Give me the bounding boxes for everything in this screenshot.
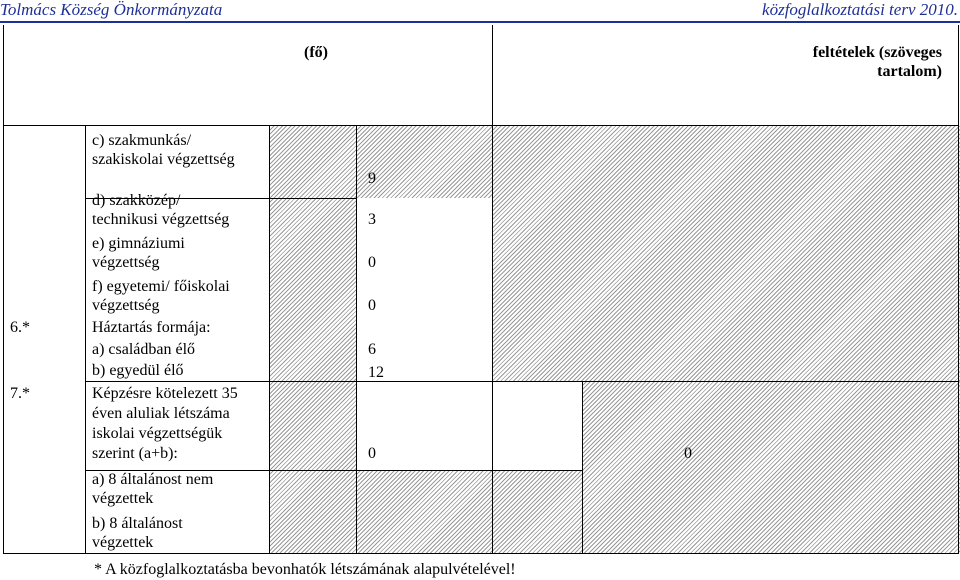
row-label: Háztartás formája:	[92, 319, 211, 336]
row-label: a) 8 általánost nem	[92, 471, 214, 488]
row-label: Képzésre kötelezett 35	[92, 385, 238, 402]
col-header-count: (fő)	[304, 44, 328, 61]
hatched-cell-right	[492, 126, 960, 381]
row-label: szerint (a+b):	[92, 445, 178, 462]
row-label: végzettek	[92, 534, 154, 551]
hatched-cell-col2	[269, 126, 356, 381]
hatched-cell-right-lower	[582, 381, 960, 553]
grid-vline	[269, 126, 270, 553]
grid-vline	[85, 126, 86, 553]
grid-vline	[582, 381, 583, 553]
grid-hline	[3, 553, 959, 554]
row-label: a) családban élő	[92, 341, 196, 358]
row-value: 0	[368, 445, 376, 462]
hatched-cell-col4-lower	[492, 470, 582, 553]
row-value: 3	[368, 211, 376, 228]
row-label: c) szakmunkás/	[92, 132, 192, 149]
row-value: 0	[368, 254, 376, 271]
row-label: végzettség	[92, 254, 160, 271]
row-label: b) egyedül élő	[92, 362, 184, 379]
row-number: 6.*	[10, 319, 30, 336]
row-label: d) szakközép/	[92, 192, 181, 209]
row-number: 7.*	[10, 385, 30, 402]
row-label: végzettek	[92, 490, 154, 507]
row-value: 12	[368, 364, 384, 381]
row-value: 0	[684, 445, 692, 462]
grid-vline	[958, 25, 959, 553]
hatched-cell-c-row	[356, 126, 492, 198]
grid-vline	[356, 126, 357, 553]
row-label: éven aluliak létszáma	[92, 405, 230, 422]
row-label: f) egyetemi/ főiskolai	[92, 278, 230, 295]
row-value: 6	[368, 341, 376, 358]
row-label: szakiskolai végzettség	[92, 151, 235, 168]
hatched-cell-col3-lower	[356, 470, 492, 553]
header-document-title: közfoglalkoztatási terv 2010.	[762, 0, 958, 19]
row-label: iskolai végzettségük	[92, 425, 223, 442]
footnote: * A közfoglalkoztatásba bevonhatók létszámának alapulvételével!	[94, 561, 516, 578]
grid-hline	[85, 381, 959, 382]
grid-vline	[3, 25, 4, 553]
col-header-conditions-2: tartalom)	[877, 63, 942, 80]
row-label: b) 8 általánost	[92, 515, 183, 532]
row-label: e) gimnáziumi	[92, 235, 185, 252]
header-organization: Tolmács Község Önkormányzata	[0, 0, 223, 19]
row-value: 9	[368, 170, 376, 187]
row-label: végzettség	[92, 297, 160, 314]
col-header-conditions-1: feltételek (szöveges	[812, 44, 942, 61]
row-value: 0	[368, 297, 376, 314]
grid-hline	[3, 125, 959, 126]
hatched-cell-col2-lower	[269, 381, 356, 553]
row-label: technikusi végzettség	[92, 211, 230, 228]
grid-vline	[492, 25, 493, 553]
